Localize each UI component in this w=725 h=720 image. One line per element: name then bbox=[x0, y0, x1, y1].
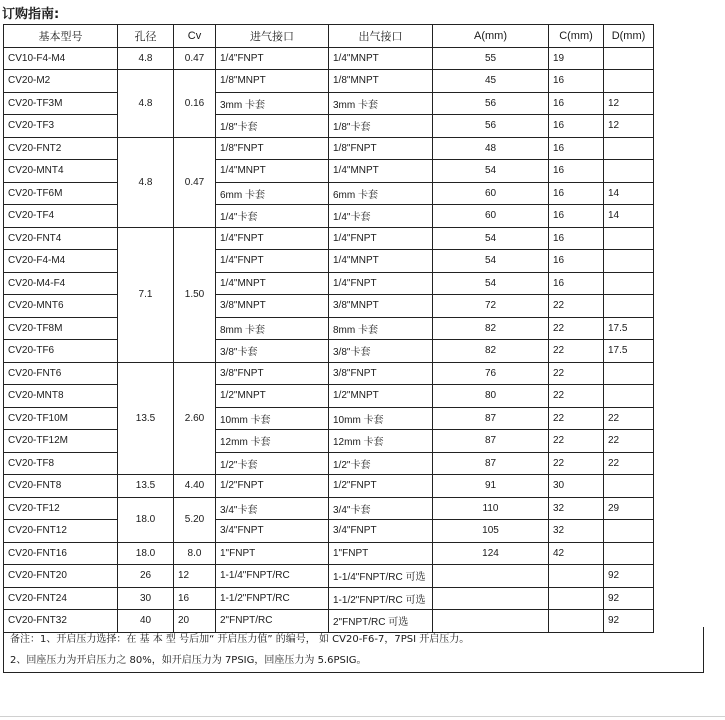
d-cell bbox=[604, 250, 654, 273]
table-row bbox=[4, 340, 654, 363]
d-cell bbox=[604, 272, 654, 295]
c-cell: 42 bbox=[549, 542, 604, 565]
outlet-cell: 1/4"MNPT bbox=[329, 160, 433, 183]
c-cell: 16 bbox=[549, 137, 604, 160]
outlet-cell: 3/8"MNPT bbox=[329, 295, 433, 318]
c-cell: 22 bbox=[549, 362, 604, 385]
d-cell bbox=[604, 475, 654, 498]
table-row bbox=[4, 497, 654, 520]
a-cell: 60 bbox=[433, 182, 549, 205]
table-row bbox=[4, 295, 654, 318]
model-cell: CV20-M2 bbox=[4, 70, 118, 93]
table-row bbox=[4, 137, 654, 160]
notes-box bbox=[3, 627, 704, 673]
a-cell: 91 bbox=[433, 475, 549, 498]
model-cell: CV20-TF3 bbox=[4, 115, 118, 138]
d-cell: 17.5 bbox=[604, 317, 654, 340]
c-cell: 16 bbox=[549, 70, 604, 93]
a-cell: 82 bbox=[433, 317, 549, 340]
table-row bbox=[4, 47, 654, 70]
table-row bbox=[4, 250, 654, 273]
model-cell: CV20-MNT4 bbox=[4, 160, 118, 183]
c-cell: 22 bbox=[549, 317, 604, 340]
table-header-row bbox=[4, 25, 654, 48]
bore-cell: 18.0 bbox=[118, 542, 174, 565]
d-cell: 12 bbox=[604, 115, 654, 138]
a-cell bbox=[433, 565, 549, 588]
model-cell: CV10-F4-M4 bbox=[4, 47, 118, 70]
table-row bbox=[4, 160, 654, 183]
note-line-1: 备注：1、开启压力选择：在 基 本 型 号后加“ 开启压力值” 的编号， 如 CV20-F6-7，7PSI 开启压力。 bbox=[10, 634, 470, 645]
d-cell bbox=[604, 70, 654, 93]
outlet-cell: 3/4"FNPT bbox=[329, 520, 433, 543]
inlet-cell: 1/4"卡套 bbox=[216, 205, 329, 228]
bore-cell: 13.5 bbox=[118, 362, 174, 475]
inlet-cell: 1-1/2"FNPT/RC bbox=[216, 587, 329, 610]
inlet-cell: 1/8"卡套 bbox=[216, 115, 329, 138]
model-cell: CV20-FNT12 bbox=[4, 520, 118, 543]
model-cell: CV20-FNT16 bbox=[4, 542, 118, 565]
model-cell: CV20-TF10M bbox=[4, 407, 118, 430]
cv-cell: 0.16 bbox=[174, 70, 216, 138]
a-cell: 60 bbox=[433, 205, 549, 228]
column-header: 出气接口 bbox=[329, 25, 433, 48]
inlet-cell: 2"FNPT/RC bbox=[216, 610, 329, 633]
outlet-cell: 1/4"MNPT bbox=[329, 47, 433, 70]
model-cell: CV20-TF6M bbox=[4, 182, 118, 205]
d-cell bbox=[604, 542, 654, 565]
divider bbox=[0, 716, 725, 717]
table-row bbox=[4, 182, 654, 205]
c-cell: 22 bbox=[549, 407, 604, 430]
cv-cell: 5.20 bbox=[174, 497, 216, 542]
c-cell: 16 bbox=[549, 227, 604, 250]
table-row bbox=[4, 452, 654, 475]
cv-cell: 8.0 bbox=[174, 542, 216, 565]
table-row bbox=[4, 227, 654, 250]
a-cell: 110 bbox=[433, 497, 549, 520]
column-header: 进气接口 bbox=[216, 25, 329, 48]
c-cell: 22 bbox=[549, 385, 604, 408]
a-cell: 76 bbox=[433, 362, 549, 385]
model-cell: CV20-MNT6 bbox=[4, 295, 118, 318]
c-cell: 16 bbox=[549, 250, 604, 273]
table-row bbox=[4, 362, 654, 385]
d-cell: 92 bbox=[604, 565, 654, 588]
d-cell: 14 bbox=[604, 205, 654, 228]
column-header: 孔径 bbox=[118, 25, 174, 48]
outlet-cell: 1-1/4"FNPT/RC 可选 bbox=[329, 565, 433, 588]
d-cell bbox=[604, 137, 654, 160]
d-cell bbox=[604, 362, 654, 385]
outlet-cell: 3/8"FNPT bbox=[329, 362, 433, 385]
model-cell: CV20-TF6 bbox=[4, 340, 118, 363]
inlet-cell: 3/8"MNPT bbox=[216, 295, 329, 318]
inlet-cell: 1/4"FNPT bbox=[216, 250, 329, 273]
d-cell: 22 bbox=[604, 407, 654, 430]
inlet-cell: 3/4"FNPT bbox=[216, 520, 329, 543]
cv-cell: 20 bbox=[174, 610, 216, 633]
inlet-cell: 1-1/4"FNPT/RC bbox=[216, 565, 329, 588]
d-cell bbox=[604, 160, 654, 183]
d-cell bbox=[604, 295, 654, 318]
inlet-cell: 3mm 卡套 bbox=[216, 92, 329, 115]
table-row bbox=[4, 115, 654, 138]
outlet-cell: 1/4"MNPT bbox=[329, 250, 433, 273]
outlet-cell: 1/8"MNPT bbox=[329, 70, 433, 93]
column-header: Cv bbox=[174, 25, 216, 48]
a-cell: 48 bbox=[433, 137, 549, 160]
d-cell bbox=[604, 520, 654, 543]
inlet-cell: 1/2"卡套 bbox=[216, 452, 329, 475]
inlet-cell: 1/4"FNPT bbox=[216, 47, 329, 70]
d-cell: 17.5 bbox=[604, 340, 654, 363]
cv-cell: 0.47 bbox=[174, 137, 216, 227]
d-cell: 22 bbox=[604, 430, 654, 453]
model-cell: CV20-FNT4 bbox=[4, 227, 118, 250]
d-cell: 92 bbox=[604, 610, 654, 633]
inlet-cell: 1"FNPT bbox=[216, 542, 329, 565]
bore-cell: 40 bbox=[118, 610, 174, 633]
d-cell bbox=[604, 47, 654, 70]
model-cell: CV20-TF4 bbox=[4, 205, 118, 228]
c-cell: 32 bbox=[549, 520, 604, 543]
a-cell bbox=[433, 587, 549, 610]
inlet-cell: 3/8"FNPT bbox=[216, 362, 329, 385]
table-row bbox=[4, 317, 654, 340]
inlet-cell: 12mm 卡套 bbox=[216, 430, 329, 453]
inlet-cell: 3/4"卡套 bbox=[216, 497, 329, 520]
outlet-cell: 3/4"卡套 bbox=[329, 497, 433, 520]
outlet-cell: 1/8"卡套 bbox=[329, 115, 433, 138]
bore-cell: 4.8 bbox=[118, 70, 174, 138]
c-cell: 16 bbox=[549, 160, 604, 183]
outlet-cell: 1/4"FNPT bbox=[329, 272, 433, 295]
c-cell: 16 bbox=[549, 272, 604, 295]
a-cell: 82 bbox=[433, 340, 549, 363]
d-cell bbox=[604, 227, 654, 250]
c-cell: 22 bbox=[549, 430, 604, 453]
c-cell: 16 bbox=[549, 205, 604, 228]
outlet-cell: 6mm 卡套 bbox=[329, 182, 433, 205]
d-cell: 29 bbox=[604, 497, 654, 520]
column-header: C(mm) bbox=[549, 25, 604, 48]
d-cell bbox=[604, 385, 654, 408]
d-cell: 14 bbox=[604, 182, 654, 205]
table-row bbox=[4, 92, 654, 115]
table-row bbox=[4, 520, 654, 543]
inlet-cell: 1/2"FNPT bbox=[216, 475, 329, 498]
cv-cell: 0.47 bbox=[174, 47, 216, 70]
a-cell: 54 bbox=[433, 250, 549, 273]
c-cell: 22 bbox=[549, 340, 604, 363]
d-cell: 12 bbox=[604, 92, 654, 115]
a-cell: 124 bbox=[433, 542, 549, 565]
a-cell: 87 bbox=[433, 407, 549, 430]
outlet-cell: 1/2"FNPT bbox=[329, 475, 433, 498]
c-cell: 22 bbox=[549, 452, 604, 475]
inlet-cell: 1/8"MNPT bbox=[216, 70, 329, 93]
a-cell: 80 bbox=[433, 385, 549, 408]
c-cell: 16 bbox=[549, 115, 604, 138]
model-cell: CV20-FNT32 bbox=[4, 610, 118, 633]
c-cell: 19 bbox=[549, 47, 604, 70]
model-cell: CV20-TF12M bbox=[4, 430, 118, 453]
model-cell: CV20-TF3M bbox=[4, 92, 118, 115]
a-cell: 87 bbox=[433, 430, 549, 453]
outlet-cell: 1-1/2"FNPT/RC 可选 bbox=[329, 587, 433, 610]
model-cell: CV20-F4-M4 bbox=[4, 250, 118, 273]
a-cell: 54 bbox=[433, 160, 549, 183]
outlet-cell: 1/2"MNPT bbox=[329, 385, 433, 408]
d-cell: 22 bbox=[604, 452, 654, 475]
inlet-cell: 8mm 卡套 bbox=[216, 317, 329, 340]
bore-cell: 18.0 bbox=[118, 497, 174, 542]
model-cell: CV20-MNT8 bbox=[4, 385, 118, 408]
c-cell: 32 bbox=[549, 497, 604, 520]
outlet-cell: 3mm 卡套 bbox=[329, 92, 433, 115]
c-cell bbox=[549, 565, 604, 588]
inlet-cell: 1/4"FNPT bbox=[216, 227, 329, 250]
inlet-cell: 1/8"FNPT bbox=[216, 137, 329, 160]
a-cell: 55 bbox=[433, 47, 549, 70]
model-cell: CV20-TF8 bbox=[4, 452, 118, 475]
table-row bbox=[4, 205, 654, 228]
table-row bbox=[4, 272, 654, 295]
table-row bbox=[4, 430, 654, 453]
inlet-cell: 1/2"MNPT bbox=[216, 385, 329, 408]
cv-cell: 1.50 bbox=[174, 227, 216, 362]
model-cell: CV20-FNT6 bbox=[4, 362, 118, 385]
c-cell: 16 bbox=[549, 182, 604, 205]
table-row bbox=[4, 565, 654, 588]
model-cell: CV20-TF12 bbox=[4, 497, 118, 520]
cv-cell: 12 bbox=[174, 565, 216, 588]
table-row bbox=[4, 70, 654, 93]
a-cell: 56 bbox=[433, 92, 549, 115]
outlet-cell: 2"FNPT/RC 可选 bbox=[329, 610, 433, 633]
cv-cell: 16 bbox=[174, 587, 216, 610]
a-cell: 105 bbox=[433, 520, 549, 543]
a-cell: 56 bbox=[433, 115, 549, 138]
inlet-cell: 1/4"MNPT bbox=[216, 160, 329, 183]
a-cell: 54 bbox=[433, 272, 549, 295]
bore-cell: 26 bbox=[118, 565, 174, 588]
model-cell: CV20-FNT20 bbox=[4, 565, 118, 588]
outlet-cell: 1/4"FNPT bbox=[329, 227, 433, 250]
table-row bbox=[4, 542, 654, 565]
c-cell: 30 bbox=[549, 475, 604, 498]
model-cell: CV20-FNT2 bbox=[4, 137, 118, 160]
a-cell: 54 bbox=[433, 227, 549, 250]
table-body bbox=[4, 47, 654, 632]
a-cell: 87 bbox=[433, 452, 549, 475]
bore-cell: 13.5 bbox=[118, 475, 174, 498]
model-cell: CV20-M4-F4 bbox=[4, 272, 118, 295]
a-cell: 45 bbox=[433, 70, 549, 93]
bore-cell: 7.1 bbox=[118, 227, 174, 362]
table-row bbox=[4, 385, 654, 408]
model-cell: CV20-FNT24 bbox=[4, 587, 118, 610]
ordering-table bbox=[3, 24, 654, 633]
outlet-cell: 1/4"卡套 bbox=[329, 205, 433, 228]
inlet-cell: 6mm 卡套 bbox=[216, 182, 329, 205]
bore-cell: 30 bbox=[118, 587, 174, 610]
outlet-cell: 3/8"卡套 bbox=[329, 340, 433, 363]
column-header: D(mm) bbox=[604, 25, 654, 48]
table-row bbox=[4, 587, 654, 610]
table-row bbox=[4, 475, 654, 498]
model-cell: CV20-FNT8 bbox=[4, 475, 118, 498]
page-title: 订购指南: bbox=[2, 7, 60, 22]
outlet-cell: 1/2"卡套 bbox=[329, 452, 433, 475]
outlet-cell: 8mm 卡套 bbox=[329, 317, 433, 340]
column-header: 基本型号 bbox=[4, 25, 118, 48]
outlet-cell: 1/8"FNPT bbox=[329, 137, 433, 160]
outlet-cell: 1"FNPT bbox=[329, 542, 433, 565]
outlet-cell: 12mm 卡套 bbox=[329, 430, 433, 453]
c-cell bbox=[549, 587, 604, 610]
c-cell: 22 bbox=[549, 295, 604, 318]
cv-cell: 2.60 bbox=[174, 362, 216, 475]
d-cell: 92 bbox=[604, 587, 654, 610]
outlet-cell: 10mm 卡套 bbox=[329, 407, 433, 430]
a-cell: 72 bbox=[433, 295, 549, 318]
c-cell: 16 bbox=[549, 92, 604, 115]
table-row bbox=[4, 407, 654, 430]
cv-cell: 4.40 bbox=[174, 475, 216, 498]
inlet-cell: 3/8"卡套 bbox=[216, 340, 329, 363]
bore-cell: 4.8 bbox=[118, 47, 174, 70]
bore-cell: 4.8 bbox=[118, 137, 174, 227]
note-line-2: 2、回座压力为开启压力之 80%，如开启压力为 7PSIG，回座压力为 5.6PSIG。 bbox=[10, 655, 367, 666]
inlet-cell: 1/4"MNPT bbox=[216, 272, 329, 295]
model-cell: CV20-TF8M bbox=[4, 317, 118, 340]
inlet-cell: 10mm 卡套 bbox=[216, 407, 329, 430]
column-header: A(mm) bbox=[433, 25, 549, 48]
